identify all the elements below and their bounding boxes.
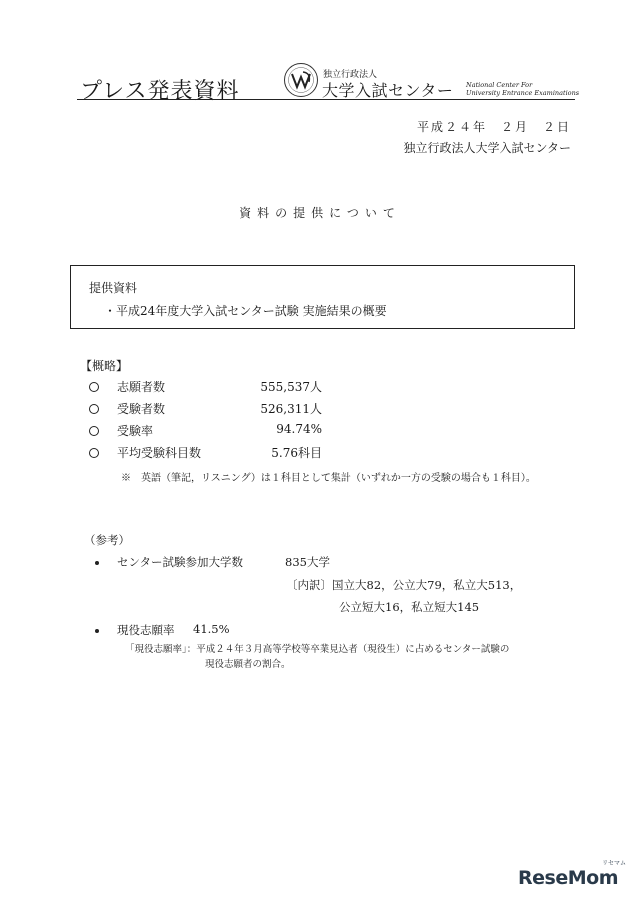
bullet-circle-icon — [89, 426, 99, 436]
summary-heading: 【概略】 — [80, 359, 129, 373]
document-title: 資料の提供について — [239, 206, 401, 220]
definition-line1: 「現役志願率」：平成２４年３月高等学校等卒業見込者（現役生）に占めるセンター試験の — [125, 644, 510, 655]
summary-note: ※ 英語（筆記，リスニング）は１科目として集計（いずれか一方の受験の場合も１科目）。 — [121, 473, 536, 484]
issuer: 独立行政法人大学入試センター — [403, 141, 571, 155]
summary-label: 受験率 — [117, 424, 154, 438]
current-student-rate-label: 現役志願率 — [117, 623, 175, 637]
org-english-line2: University Entrance Examinations — [466, 89, 580, 97]
resemom-watermark: ReseMom — [518, 867, 618, 889]
reference-heading: （参考） — [84, 533, 130, 547]
org-english-line1: National Center For — [466, 81, 533, 89]
summary-label: 志願者数 — [117, 380, 166, 394]
breakdown-line1: 〔内訳〕国立大82，公立大79，私立大513， — [286, 578, 522, 592]
summary-value: 526,311人 — [260, 402, 322, 416]
bullet-circle-icon — [89, 404, 99, 414]
participating-universities-value: 835大学 — [285, 555, 330, 569]
materials-heading: 提供資料 — [89, 281, 138, 295]
summary-value: 555,537人 — [260, 380, 322, 394]
summary-label: 平均受験科目数 — [117, 446, 202, 460]
bullet-dot-icon — [95, 629, 99, 633]
definition-line2: 現役志願者の割合。 — [205, 659, 291, 670]
materials-box — [70, 265, 575, 329]
summary-label: 受験者数 — [117, 402, 166, 416]
summary-value: 5.76科目 — [271, 446, 322, 460]
bullet-circle-icon — [89, 448, 99, 458]
press-release-title: プレス発表資料 — [80, 79, 240, 104]
summary-value: 94.74% — [276, 422, 322, 436]
materials-item: ・平成24年度大学入試センター試験 実施結果の概要 — [104, 304, 387, 318]
org-type-label: 独立行政法人 — [323, 70, 378, 80]
bullet-dot-icon — [95, 561, 99, 565]
current-student-rate-value: 41.5% — [193, 622, 230, 636]
bullet-circle-icon — [89, 382, 99, 392]
org-name: 大学入試センター — [322, 81, 454, 100]
watermark-kana: リセマム — [602, 860, 626, 867]
release-date: 平成２４年 ２月 ２日 — [416, 120, 571, 134]
breakdown-line2: 公立短大16，私立短大145 — [339, 600, 480, 614]
participating-universities-label: センター試験参加大学数 — [117, 555, 244, 569]
dnc-seal-icon — [283, 62, 319, 98]
